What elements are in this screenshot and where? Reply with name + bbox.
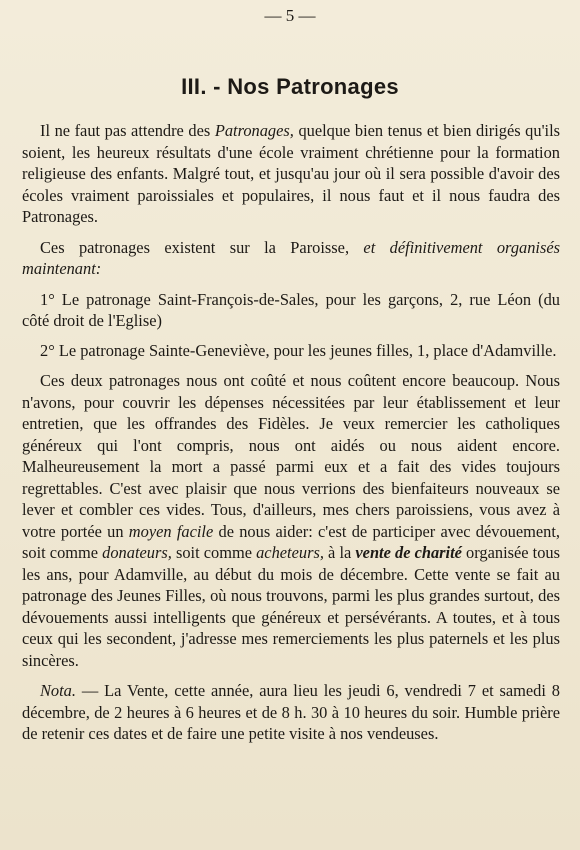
paragraph-costs xyxy=(22,370,560,671)
paragraph-existing xyxy=(22,237,560,280)
paragraph-nota xyxy=(22,680,560,745)
emphasis-text: donateurs, xyxy=(102,543,172,562)
text-run: Ces patronages existent sur la Paroisse, xyxy=(40,237,364,257)
emphasis-text: acheteurs, xyxy=(256,543,324,562)
text-run: organisée tous les ans, pour Adamville, au début du mois de décembre. Cette vente se fait au patronage des Jeunes Filles, où nous trouvons, parmi les plus grandes surtout, des dévouements aussi intelligents que généreux et persévérants. A toutes, et à tous ceux qui les secondent, j'adresse mes remerciements les plus paternels et les plus sincères. xyxy=(22,543,560,670)
text-run: à la xyxy=(323,543,356,562)
bold-emphasis-text: vente de charité xyxy=(355,543,462,562)
text-run: quelque bien tenus et bien dirigés qu'ils soient, les heureux résultats d'une école vraiment chrétienne pour la formation religieuse des enfants. Malgré tout, et jusqu'au jour où il sera possible d'avoir des écoles vraiment paroissiales et populaires, il nous faut et il nous faudra des Patronages. xyxy=(22,121,561,226)
section-heading: III. - Nos Patronages xyxy=(181,74,399,99)
text-run: Il ne faut pas attendre des xyxy=(40,121,215,140)
paragraph-girls-patronage: 2° Le patronage Sainte-Geneviève, pour les jeunes filles, 1, place d'Adamville. xyxy=(40,340,557,360)
body-text xyxy=(22,120,560,754)
page-number: — 5 — xyxy=(264,6,316,25)
emphasis-text: et définitivement organisés maintenant: xyxy=(22,237,560,278)
text-run: Ces deux patronages nous ont coûté et nous coûtent encore beaucoup. Nous n'avons, pour couvrir les dépenses nécessitées par leur établissement et leur entretien, que les offrandes des Fidèles. Je veux remercier les catholiques généreux qui l'ont compris, nous ont aidés ou nous aident encore. Malheureusement la mort a passé parmi eux et a fait des vides toujours regrettables. C'est avec plaisir que nous verrions des bienfaiteurs nouveaux se lever et combler ces vides. Tous, d'ailleurs, mes chers paroissiens, vous avez à votre portée un xyxy=(22,371,560,541)
emphasis-text: moyen facile xyxy=(128,521,214,541)
text-run: soit comme xyxy=(171,543,257,562)
text-run: de nous aider: c'est de participer avec dévouement, soit comme xyxy=(22,521,560,562)
paragraph-intro xyxy=(22,120,560,228)
emphasis-text: Nota. xyxy=(40,681,76,700)
text-run: — La Vente, cette année, aura lieu les jeudi 6, vendredi 7 et samedi 8 décembre, de 2 heures à 6 heures et de 8 h. 30 à 10 heures du soir. Humble prière de retenir ces dates et de faire une petite visite à nos vendeuses. xyxy=(22,681,560,743)
paragraph-boys-patronage: 1° Le patronage Saint-François-de-Sales, pour les garçons, 2, rue Léon (du côté droit de l'Eglise) xyxy=(22,289,560,330)
emphasis-text: Patronages, xyxy=(214,121,294,140)
